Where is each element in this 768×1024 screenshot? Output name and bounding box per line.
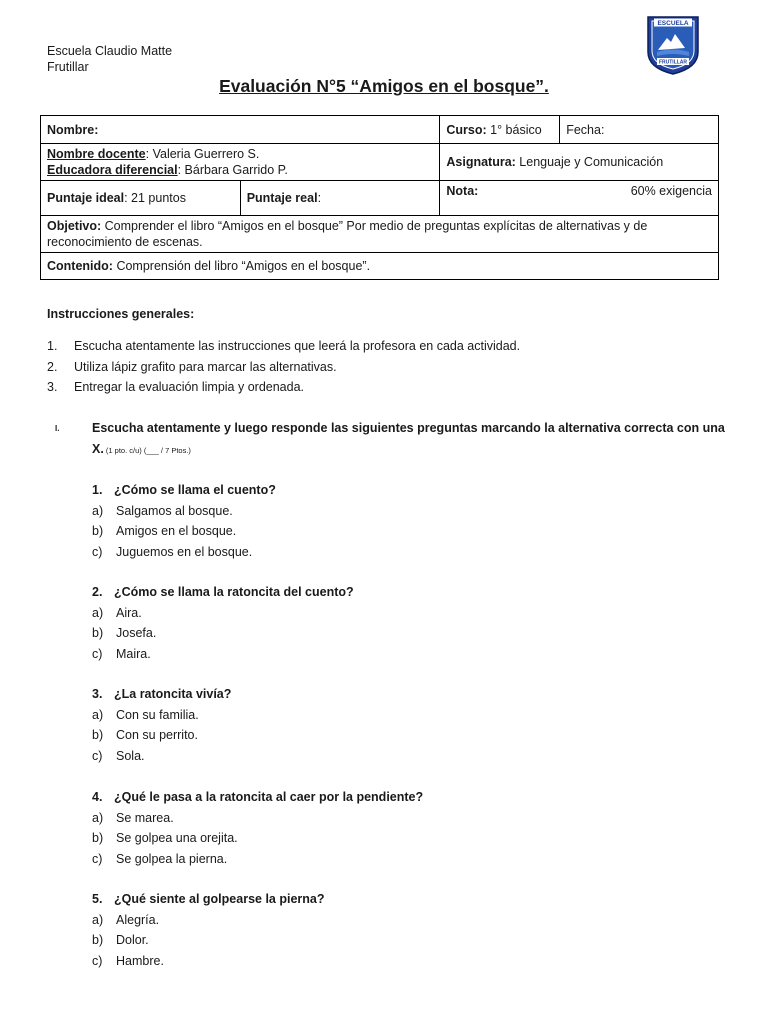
answer-option[interactable]: c) Hambre. — [92, 951, 325, 972]
curso-cell — [440, 116, 560, 144]
answer-option[interactable]: c) Sola. — [92, 746, 231, 767]
question-block — [92, 787, 423, 869]
option-text: Con su perrito. — [116, 728, 198, 742]
instruction-text: Utiliza lápiz grafito para marcar las alternativas. — [74, 359, 337, 374]
instruction-item: 2. Utiliza lápiz grafito para marcar las alternativas. — [47, 357, 520, 378]
question-number: 3. — [92, 687, 103, 701]
educadora-label: Educadora diferencial — [47, 163, 178, 177]
nota-label: Nota: — [446, 184, 479, 198]
nombre-label: Nombre: — [47, 122, 99, 137]
puntaje-real-value: : — [317, 191, 322, 205]
instruction-item: 3. Entregar la evaluación limpia y ordenada. — [47, 377, 520, 398]
question-block — [92, 889, 325, 971]
question-block — [92, 582, 354, 664]
asignatura-cell — [440, 144, 719, 181]
instructions-list — [47, 336, 520, 398]
instruction-text: Escucha atentamente las instrucciones que leerá la profesora en cada actividad. — [74, 339, 521, 353]
contenido-cell — [41, 253, 719, 280]
option-text: Se marea. — [116, 810, 174, 825]
svg-text:ESCUELA: ESCUELA — [657, 20, 689, 27]
info-table — [40, 115, 719, 280]
option-text: Sola. — [116, 748, 145, 763]
puntaje-ideal-value: : 21 puntos — [124, 191, 186, 205]
option-text: Juguemos en el bosque. — [116, 544, 253, 559]
svg-text:FRUTILLAR: FRUTILLAR — [658, 59, 688, 66]
curso-label: Curso: — [446, 122, 487, 137]
fecha-cell[interactable] — [560, 116, 719, 144]
question-text: ¿Cómo se llama el cuento? — [114, 483, 276, 497]
puntaje-real-label: Puntaje real — [246, 191, 318, 205]
school-name: Escuela Claudio Matte — [47, 44, 173, 58]
answer-option[interactable]: a) Salgamos al bosque. — [92, 501, 276, 522]
objetivo-cell — [41, 216, 719, 253]
option-text: Con su familia. — [116, 707, 199, 722]
question-text: ¿Qué siente al golpearse la pierna? — [114, 892, 325, 906]
option-text: Se golpea una orejita. — [116, 831, 238, 845]
docente-label: Nombre docente — [47, 147, 146, 161]
answer-option[interactable]: b) Amigos en el bosque. — [92, 521, 276, 542]
question-number: 1. — [92, 483, 103, 497]
section-score-note: (1 pto. c/u) (___ / 7 Ptos.) — [103, 446, 191, 455]
section-numeral: I. — [55, 424, 60, 433]
nombre-cell[interactable] — [41, 116, 440, 144]
question-text: ¿La ratoncita vivía? — [114, 687, 232, 701]
question-text: ¿Qué le pasa a la ratoncita al caer por la pendiente? — [114, 790, 424, 804]
answer-option[interactable]: a) Se marea. — [92, 808, 423, 829]
instructions-title: Instrucciones generales: — [47, 307, 195, 321]
nota-cell[interactable] — [440, 181, 719, 216]
objetivo-label: Objetivo: — [47, 219, 102, 233]
answer-option[interactable]: b) Con su perrito. — [92, 725, 231, 746]
section-text: Escucha atentamente y luego responde las siguientes preguntas marcando la alternativa correcta con una X. — [92, 421, 725, 456]
puntaje-ideal-cell — [41, 181, 241, 216]
question-number: 5. — [92, 892, 103, 906]
answer-option[interactable]: a) Aira. — [92, 603, 354, 624]
contenido-label: Contenido: — [47, 259, 113, 273]
page-title: Evaluación N°5 “Amigos en el bosque”. — [219, 76, 549, 96]
option-text: Aira. — [116, 605, 142, 620]
answer-option[interactable]: c) Maira. — [92, 644, 354, 665]
instruction-text: Entregar la evaluación limpia y ordenada. — [74, 380, 304, 394]
answer-option[interactable]: c) Se golpea la pierna. — [92, 849, 423, 870]
curso-value: 1° básico — [486, 122, 542, 137]
answer-option[interactable]: c) Juguemos en el bosque. — [92, 542, 276, 563]
answer-option[interactable]: b) Dolor. — [92, 930, 325, 951]
option-text: Alegría. — [116, 912, 160, 927]
answer-option[interactable]: a) Con su familia. — [92, 705, 231, 726]
option-text: Hambre. — [116, 953, 164, 968]
option-text: Josefa. — [116, 626, 157, 640]
question-number: 2. — [92, 585, 103, 599]
docentes-cell — [41, 144, 440, 181]
option-text: Se golpea la pierna. — [116, 851, 228, 866]
school-header — [47, 43, 172, 75]
objetivo-value: Comprender el libro “Amigos en el bosque” Por medio de preguntas explícitas de alternativas y de reconocimiento de escenas. — [47, 219, 648, 249]
puntaje-real-cell[interactable] — [240, 181, 440, 216]
asignatura-label: Asignatura: — [446, 155, 516, 169]
option-text: Salgamos al bosque. — [116, 503, 233, 518]
school-city: Frutillar — [47, 60, 89, 74]
section-instruction — [47, 418, 727, 461]
question-text: ¿Cómo se llama la ratoncita del cuento? — [114, 585, 354, 599]
option-text: Dolor. — [116, 933, 149, 947]
option-text: Maira. — [116, 646, 151, 661]
docente-value: : Valeria Guerrero S. — [145, 147, 260, 161]
answer-option[interactable]: b) Josefa. — [92, 623, 354, 644]
question-block — [92, 480, 276, 562]
instruction-item: 1. Escucha atentamente las instrucciones que leerá la profesora en cada actividad. — [47, 336, 520, 357]
question-block — [92, 684, 231, 766]
question-number: 4. — [92, 790, 103, 804]
answer-option[interactable]: a) Alegría. — [92, 910, 325, 931]
puntaje-ideal-label: Puntaje ideal — [47, 191, 125, 205]
asignatura-value: Lenguaje y Comunicación — [515, 155, 664, 169]
fecha-label: Fecha: — [566, 122, 605, 137]
school-crest-logo — [645, 14, 701, 76]
educadora-value: : Bárbara Garrido P. — [177, 163, 288, 177]
contenido-value: Comprensión del libro “Amigos en el bosque”. — [112, 259, 371, 273]
answer-option[interactable]: b) Se golpea una orejita. — [92, 828, 423, 849]
exigencia-value: 60% exigencia — [630, 184, 712, 198]
option-text: Amigos en el bosque. — [116, 524, 237, 538]
